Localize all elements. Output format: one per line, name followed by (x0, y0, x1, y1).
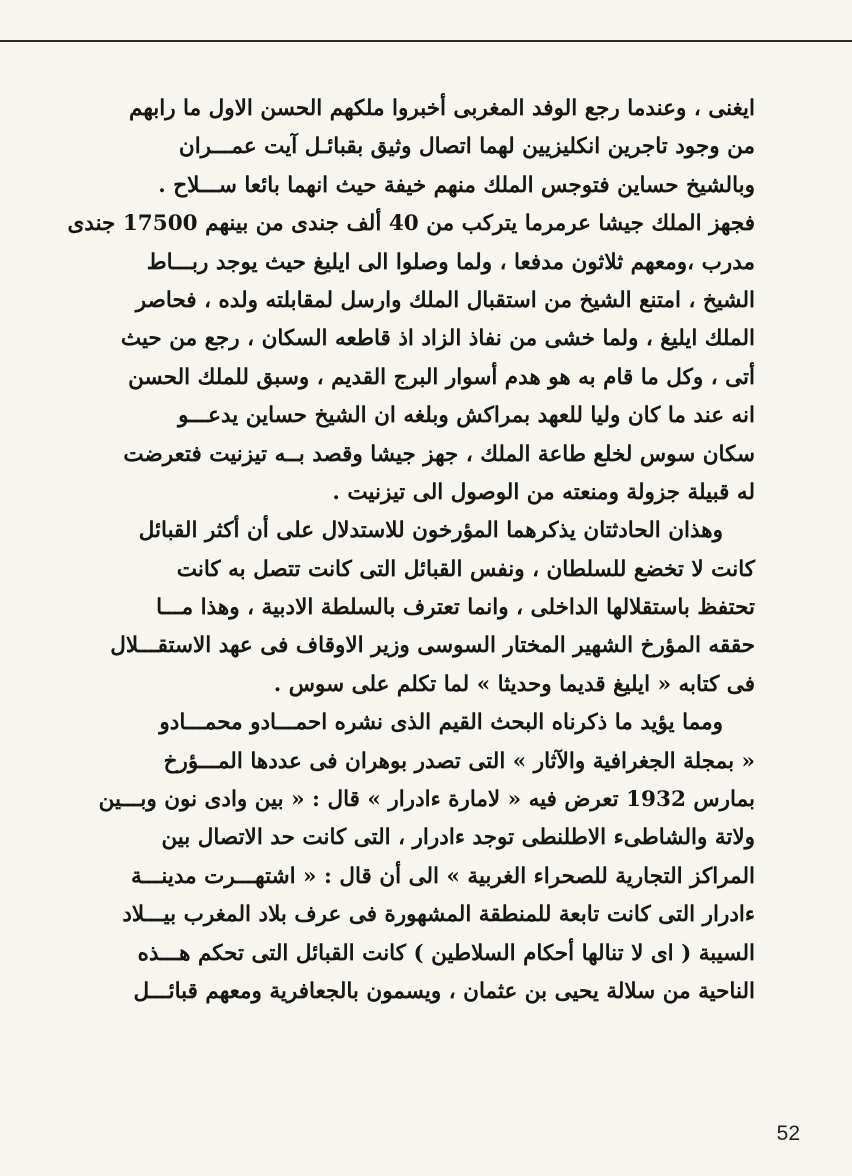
paragraph-1 (67, 90, 755, 512)
text-line: تحتفظ باستقلالها الداخلى ، وانما تعترف بالسلطة الادبية ، وهذا مـــا (156, 595, 755, 621)
paragraph-2 (110, 512, 755, 704)
text-line: مدرب ،ومعهم ثلاثون مدفعا ، ولما وصلوا الى ايليغ حيث يوجد ربـــاط (146, 249, 755, 275)
paragraph-3 (98, 704, 755, 1011)
header-rule (0, 40, 852, 42)
text-line: وهذان الحادثتان يذكرهما المؤرخون للاستدلال على أن أكثر القبائل (138, 518, 723, 544)
text-line: وبالشيخ حساين فتوجس الملك منهم خيفة حيث انهما بائعا ســـلاح . (158, 172, 755, 198)
text-line: « بمجلة الجغرافية والآثار » التى تصدر بوهران فى عددها المـــؤرخ (163, 748, 755, 774)
text-line: ايغنى ، وعندما رجع الوفد المغربى أخبروا ملكهم الحسن الاول ما رابهم (129, 96, 755, 121)
text-line: الشيخ ، امتنع الشيخ من استقبال الملك وارسل لمقابلته ولده ، فحاصر (135, 287, 755, 313)
text-line: له قبيلة جزولة ومنعته من الوصول الى تيزنيت . (332, 479, 755, 505)
page-number: 52 (776, 1122, 800, 1145)
text-line: الملك ايليغ ، ولما خشى من نفاذ الزاد اذ قاطعه السكان ، رجع من حيث (120, 326, 755, 352)
text-line: بمارس 1932 تعرض فيه « لامارة ءادرار » قال : « بين وادى نون وبـــين (98, 787, 755, 813)
page-body (67, 90, 755, 1011)
text-line: فى كتابه « ايليغ قديما وحديثا » لما تكلم على سوس . (273, 671, 755, 697)
text-line: الناحية من سلالة يحيى بن عثمان ، ويسمون بالجعافرية ومعهم قبائـــل (133, 978, 755, 1004)
text-line: السيبة ( اى لا تنالها أحكام السلاطين ) كانت القبائل التى تحكم هـــذه (137, 940, 755, 966)
text-line: فجهز الملك جيشا عرمرما يتركب من 40 ألف جندى من بينهم 17500 جندى (67, 211, 755, 237)
text-line: أتى ، وكل ما قام به هو هدم أسوار البرج القديم ، وسبق للملك الحسن (128, 364, 755, 390)
text-line: المراكز التجارية للصحراء الغربية » الى أن قال : « اشتهـــرت مدينـــة (130, 863, 755, 889)
text-line: ءادرار التى كانت تابعة للمنطقة المشهورة فى عرف بلاد المغرب بيـــلاد (122, 902, 755, 928)
text-line: ومما يؤيد ما ذكرناه البحث القيم الذى نشره احمـــادو محمـــادو (159, 710, 723, 736)
text-line: كانت لا تخضع للسلطان ، ونفس القبائل التى كانت تتصل به كانت (176, 556, 755, 582)
text-line: من وجود تاجرين انكليزيين لهما اتصال وثيق بقبائـل آيت عمـــران (178, 134, 755, 160)
text-line: سكان سوس لخلع طاعة الملك ، جهز جيشا وقصد بــه تيزنيت فتعرضت (123, 441, 755, 467)
text-line: حققه المؤرخ الشهير المختار السوسى وزير الاوقاف فى عهد الاستقـــلال (110, 633, 755, 659)
text-line: ولاتة والشاطىء الاطلنطى توجد ءادرار ، التى كانت حد الاتصال بين (161, 825, 755, 851)
text-line: انه عند ما كان وليا للعهد بمراكش وبلغه ان الشيخ حساين يدعـــو (178, 403, 755, 429)
